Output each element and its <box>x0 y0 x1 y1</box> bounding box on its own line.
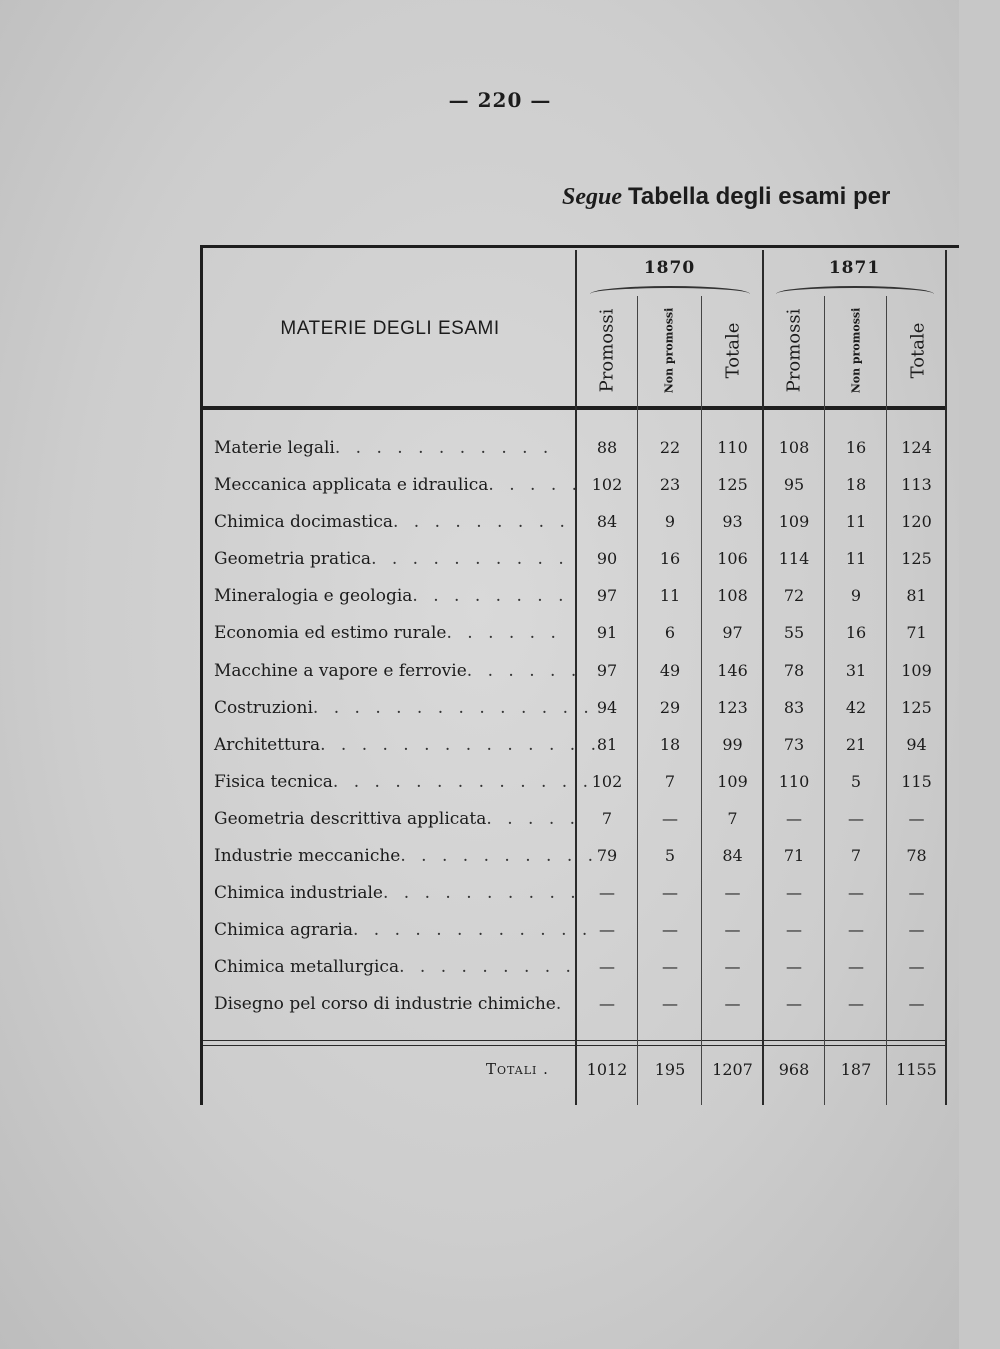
leader-dots: . . . . . . . . <box>412 586 569 607</box>
table-cell: 108 <box>717 586 748 606</box>
table-cell: 94 <box>596 697 618 717</box>
subject-label: Geometria descrittiva applicata <box>214 808 487 829</box>
table-cell: 55 <box>783 623 805 643</box>
subject-label: Mineralogia e geologia <box>214 586 413 607</box>
table-cell: 23 <box>659 475 681 495</box>
table-cell: 125 <box>901 549 932 569</box>
table-cell: — <box>786 808 802 828</box>
table-cell: 124 <box>901 438 932 457</box>
column-header-label: Totale <box>907 322 929 378</box>
table-row <box>0 692 959 729</box>
year-brace <box>776 286 934 294</box>
table-cell: 78 <box>906 846 927 866</box>
leader-dots: . . . . . . . . . . . . . . <box>312 697 594 718</box>
leader-dots: . . . . . . . . . . . . . . <box>320 734 601 755</box>
table-cell: — <box>908 994 925 1014</box>
table-cell: 81 <box>906 586 927 606</box>
table-cell: 120 <box>901 512 932 532</box>
leader-dots: . . . . . . . . . . . <box>334 438 554 458</box>
subject-label: Industrie meccaniche <box>214 846 401 867</box>
row-label <box>214 808 581 829</box>
table-cell: 5 <box>850 771 862 791</box>
column-header-label: Totale <box>722 322 744 378</box>
table-cell: 21 <box>845 734 867 754</box>
table-cell: 22 <box>659 438 681 457</box>
subject-column-header: MATERIE DEGLI ESAMI <box>280 318 500 339</box>
table-cell: 91 <box>596 623 618 643</box>
table-cell: 9 <box>664 512 676 532</box>
table-cell: 16 <box>845 623 867 643</box>
table-cell: — <box>908 957 925 977</box>
leader-dots: . . . . . . . . . <box>393 512 570 533</box>
table-cell: 5 <box>664 846 676 866</box>
table-row <box>0 914 959 951</box>
table-row <box>0 988 959 1025</box>
table-cell: 71 <box>906 623 927 643</box>
table-cell: 102 <box>591 771 623 791</box>
table-row <box>0 840 959 877</box>
table-cell: 88 <box>596 438 618 457</box>
row-label <box>214 994 570 1014</box>
totals-row <box>0 1056 959 1086</box>
table-cell: 94 <box>906 734 927 754</box>
row-label <box>214 549 570 569</box>
totals-rule-upper <box>200 1040 946 1041</box>
subject-label: Materie legali <box>214 438 335 458</box>
subject-label: Geometria pratica <box>214 549 372 570</box>
table-row <box>0 543 959 580</box>
table-cell: 125 <box>901 697 932 717</box>
table-cell: 81 <box>596 734 618 754</box>
table-cell: 16 <box>659 549 681 569</box>
leader-dots: . . . . . . . . . . . . <box>353 920 593 941</box>
heading-title: Tabella degli esami per <box>628 183 891 210</box>
row-label <box>214 883 581 904</box>
table-cell: 113 <box>901 475 932 495</box>
row-label <box>214 586 570 606</box>
table-row <box>0 729 959 766</box>
subject-label: Chimica metallurgica <box>214 957 400 978</box>
table-cell: 110 <box>717 438 748 457</box>
table-cell: 11 <box>659 586 681 606</box>
table-row <box>0 766 959 803</box>
table-cell: — <box>848 883 864 903</box>
table-row <box>0 469 959 506</box>
table-cell: — <box>599 994 615 1014</box>
table-cell: 49 <box>659 660 681 680</box>
table-row <box>0 432 959 469</box>
table-cell: — <box>786 920 802 940</box>
table-cell: — <box>599 920 615 940</box>
table-cell: 18 <box>659 734 681 754</box>
table-cell: 115 <box>901 771 932 791</box>
table-cell: 7 <box>664 771 676 791</box>
table-cell: — <box>908 883 925 903</box>
table-cell: — <box>599 883 615 903</box>
table-cell: 109 <box>778 512 810 532</box>
table-cell: 78 <box>783 660 805 680</box>
table-heading <box>562 183 890 211</box>
table-cell: — <box>848 808 864 828</box>
table-row <box>0 803 959 840</box>
subject-label: Chimica docimastica <box>214 512 393 533</box>
total-value: 1155 <box>896 1060 937 1079</box>
leader-dots: . . . . . . . . . . <box>400 846 599 867</box>
year-header-1870: 1870 <box>643 258 696 278</box>
table-cell: 9 <box>850 586 862 606</box>
total-value: 195 <box>654 1060 686 1079</box>
leader-dots: . . . . . . . . . . . . . <box>332 771 594 792</box>
table-cell: 110 <box>778 771 810 791</box>
totals-rule-lower <box>200 1045 946 1046</box>
table-cell: — <box>662 920 678 940</box>
table-cell: 7 <box>850 846 862 866</box>
table-cell: 109 <box>717 771 748 791</box>
total-value: 968 <box>778 1060 810 1079</box>
leader-dots: . . . . . <box>488 475 583 496</box>
table-cell: — <box>724 957 741 977</box>
table-cell: 97 <box>722 623 743 643</box>
row-label <box>214 475 583 496</box>
table-row <box>0 951 959 988</box>
table-row <box>0 506 959 543</box>
table-cell: 109 <box>901 660 932 680</box>
table-cell: — <box>786 883 802 903</box>
table-cell: 146 <box>717 660 748 680</box>
table-cell: 11 <box>845 549 867 569</box>
column-header-promossi <box>577 296 637 404</box>
subject-label: Chimica agraria <box>214 920 353 941</box>
table-cell: — <box>599 957 615 977</box>
year-header-1871: 1871 <box>828 258 881 278</box>
table-cell: 11 <box>845 512 867 532</box>
page-number: — 220 — <box>448 88 552 112</box>
total-value: 187 <box>840 1060 872 1079</box>
row-label <box>214 660 582 681</box>
table-cell: 97 <box>596 586 618 606</box>
row-label <box>214 697 594 718</box>
table-cell: 123 <box>717 697 748 717</box>
table-cell: 93 <box>722 512 743 532</box>
table-cell: 6 <box>664 623 676 643</box>
subject-label: Macchine a vapore e ferrovie <box>214 660 467 681</box>
row-label <box>214 920 593 941</box>
column-header-label: Non promossi <box>849 307 863 393</box>
table-cell: 84 <box>722 846 743 866</box>
column-header-label: Promossi <box>596 308 618 392</box>
heading-prefix: Segue <box>562 184 622 210</box>
table-cell: 97 <box>596 660 618 680</box>
subject-label: Disegno pel corso di industrie chimiche <box>214 994 556 1015</box>
table-cell: 84 <box>596 512 618 532</box>
table-row <box>0 580 959 617</box>
row-label <box>214 438 570 458</box>
table-cell: 102 <box>591 475 623 495</box>
subject-label: Meccanica applicata e idraulica <box>214 475 489 496</box>
subject-label: Fisica tecnica <box>214 771 333 792</box>
table-cell: 7 <box>601 808 613 828</box>
table-row <box>0 877 959 914</box>
leader-dots: . . . . . . . . . <box>399 957 576 978</box>
table-cell: 95 <box>783 475 805 495</box>
leader-dots: . . . . . . . . . . <box>382 883 581 904</box>
table-cell: 83 <box>783 697 805 717</box>
column-header-promossi <box>764 296 824 404</box>
subject-label: Economia ed estimo rurale <box>214 623 447 644</box>
leader-dots: . . . . . . <box>446 623 561 644</box>
column-header-label: Promossi <box>783 308 805 392</box>
total-value: 1207 <box>712 1060 753 1079</box>
table-cell: — <box>662 994 678 1014</box>
table-cell: — <box>724 920 741 940</box>
table-cell: 71 <box>783 846 805 866</box>
table-cell: 29 <box>659 697 681 717</box>
table-cell: 18 <box>845 475 867 495</box>
table-row <box>0 617 959 654</box>
column-header-non-promossi <box>826 296 886 404</box>
leader-dots: . . . . . . <box>466 660 582 681</box>
table-cell: — <box>662 883 678 903</box>
table-cell: 72 <box>783 586 805 606</box>
subject-label: Chimica industriale <box>214 883 383 904</box>
table-cell: 106 <box>717 549 748 569</box>
table-cell: — <box>908 808 925 828</box>
table-cell: — <box>848 957 864 977</box>
table-cell: — <box>724 883 741 903</box>
subject-label: Costruzioni <box>214 697 313 718</box>
table-top-rule <box>200 245 959 248</box>
totals-label: Totali . <box>486 1060 549 1078</box>
table-body <box>0 432 959 1026</box>
table-cell: 42 <box>845 697 867 717</box>
table-cell: 31 <box>845 660 867 680</box>
table-header-rule <box>200 406 946 410</box>
table-cell: — <box>786 994 802 1014</box>
leader-dots: . . . . . <box>486 808 581 829</box>
column-header-totale <box>888 296 948 404</box>
table-cell: — <box>724 994 741 1014</box>
table-cell: — <box>662 957 678 977</box>
table-cell: 16 <box>845 438 867 457</box>
column-header-non-promossi <box>639 296 699 404</box>
row-label <box>214 957 576 978</box>
leader-dots: . . . . . . . . . . <box>371 549 569 570</box>
row-label <box>214 734 601 755</box>
row-label <box>214 771 594 792</box>
table-cell: 73 <box>783 734 805 754</box>
table-cell: — <box>848 994 864 1014</box>
table-cell: 99 <box>722 734 743 754</box>
subject-label: Architettura <box>214 734 321 755</box>
table-row <box>0 655 959 692</box>
table-cell: — <box>848 920 864 940</box>
table-cell: 90 <box>596 549 618 569</box>
row-label <box>214 623 570 643</box>
total-value: 1012 <box>586 1060 628 1079</box>
table-cell: 7 <box>727 808 738 828</box>
table-cell: — <box>786 957 802 977</box>
table-cell: 79 <box>596 846 618 866</box>
table-cell: — <box>908 920 925 940</box>
column-header-totale <box>703 296 763 404</box>
row-label <box>214 846 599 867</box>
row-label <box>214 512 570 532</box>
table-cell: 108 <box>778 438 810 457</box>
column-header-label: Non promossi <box>662 307 676 393</box>
year-brace <box>590 286 750 294</box>
table-cell: — <box>662 808 678 828</box>
leader-dots: . <box>555 994 567 1015</box>
table-cell: 125 <box>717 475 748 495</box>
table-cell: 114 <box>778 549 810 569</box>
